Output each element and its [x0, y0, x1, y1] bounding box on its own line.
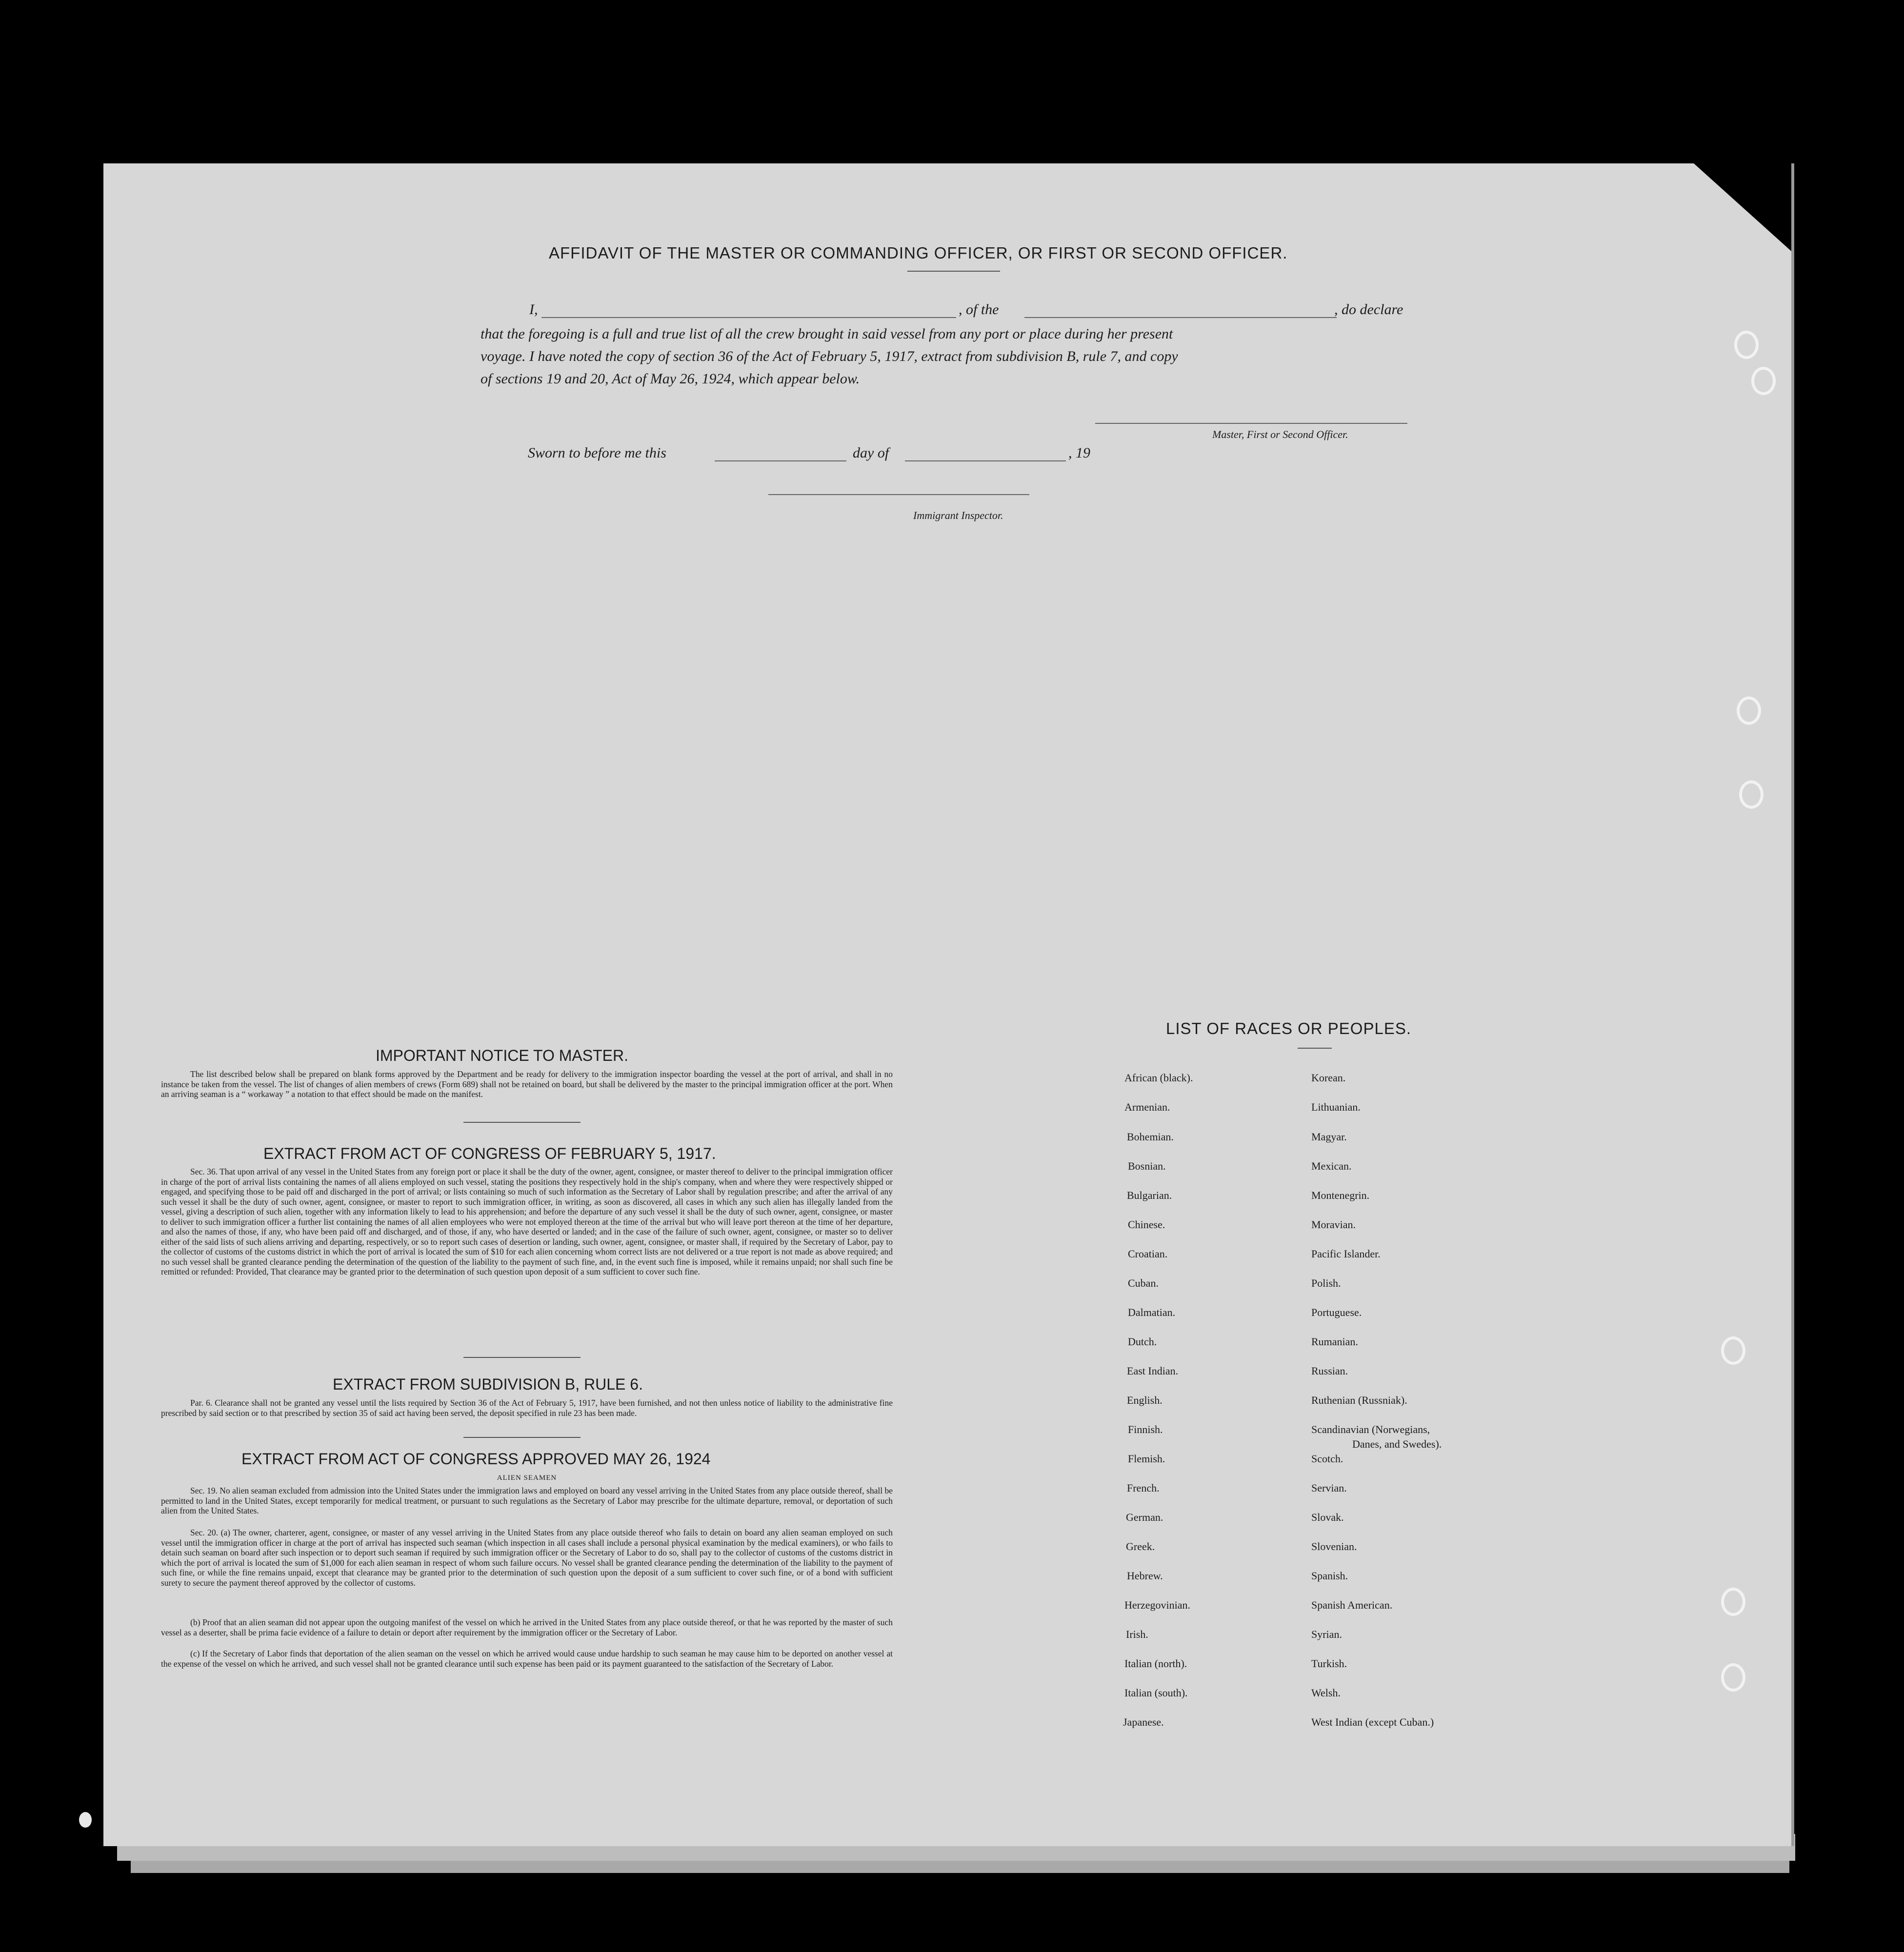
race-item: Rumanian.	[1311, 1335, 1358, 1348]
race-item: Italian (south).	[1124, 1687, 1188, 1699]
race-item: Dutch.	[1128, 1335, 1157, 1348]
race-item: Mexican.	[1311, 1160, 1352, 1172]
race-item: Korean.	[1311, 1072, 1346, 1084]
race-item: Scandinavian (Norwegians,	[1311, 1423, 1430, 1435]
race-item: Japanese.	[1123, 1716, 1164, 1728]
affidavit-title: AFFIDAVIT OF THE MASTER OR COMMANDING OFFICER, OR FIRST OR SECOND OFFICER.	[549, 244, 1288, 262]
sec20b-body: (b) Proof that an alien seaman did not appear upon the outgoing manifest of the vessel on which he arrived in the United States from any place outside thereof, or that he was reported by the master of such vessel as a deserter, shall be prima facie evidence of a failure to detain or deport after requirement by the immigration officer or the Secretary of Labor.	[161, 1617, 893, 1637]
rule6-body: Par. 6. Clearance shall not be granted any vessel until the lists required by Section 36 of the Act of February 5, 1917, have been furnished, and not then unless notice of liability to the administrative fine prescribed by said section or to that prescribed by section 35 of said act having been served, the deposit specified in rule 23 has been made.	[161, 1398, 893, 1418]
race-item: Cuban.	[1128, 1277, 1159, 1289]
race-item: Finnish.	[1128, 1423, 1163, 1435]
affidavit-line-1: that the foregoing is a full and true list of all the crew brought in said vessel from any port or place during her present	[481, 326, 1173, 342]
punch-dot	[79, 1812, 92, 1828]
race-item: Chinese.	[1128, 1218, 1165, 1231]
extract-1917-title: EXTRACT FROM ACT OF CONGRESS OF FEBRUARY 5, 1917.	[263, 1145, 716, 1162]
divider	[907, 271, 1000, 272]
sworn-label: Sworn to before me this	[528, 445, 666, 461]
master-caption: Master, First or Second Officer.	[1212, 428, 1348, 440]
name-blank	[541, 317, 956, 318]
race-item: French.	[1127, 1482, 1160, 1494]
race-item: Italian (north).	[1124, 1657, 1187, 1670]
race-item: Bosnian.	[1128, 1160, 1166, 1172]
race-item: Bohemian.	[1127, 1131, 1174, 1143]
inspector-signature-line	[768, 494, 1029, 495]
punch-hole	[1739, 780, 1764, 809]
race-item: Pacific Islander.	[1311, 1248, 1381, 1260]
race-item: Turkish.	[1311, 1657, 1347, 1670]
race-item: Croatian.	[1128, 1248, 1168, 1260]
punch-hole	[1751, 367, 1776, 395]
race-item: Syrian.	[1311, 1628, 1342, 1640]
punch-hole	[1721, 1588, 1745, 1616]
affidavit-line-3: of sections 19 and 20, Act of May 26, 1924, which appear below.	[481, 371, 860, 387]
race-item: Scotch.	[1311, 1453, 1343, 1465]
race-item: Lithuanian.	[1311, 1101, 1361, 1113]
race-item: Moravian.	[1311, 1218, 1356, 1231]
divider	[463, 1357, 581, 1358]
position-blank	[1024, 317, 1337, 318]
race-item: English.	[1127, 1394, 1162, 1406]
race-item: Spanish.	[1311, 1570, 1348, 1582]
race-item: Dalmatian.	[1128, 1306, 1176, 1318]
punch-hole	[1721, 1663, 1745, 1692]
folded-corner	[1694, 163, 1791, 251]
divider	[463, 1122, 581, 1123]
punch-hole	[1737, 697, 1761, 725]
day-of-label: day of	[853, 445, 889, 461]
race-item: Spanish American.	[1311, 1599, 1393, 1611]
race-item: Danes, and Swedes).	[1352, 1438, 1442, 1450]
race-item: Irish.	[1126, 1628, 1148, 1640]
race-item: Welsh.	[1311, 1687, 1341, 1699]
sec19-body: Sec. 19. No alien seaman excluded from admission into the United States under the immigration laws and employed on board any vessel arriving in the United States from any place outside thereof, shall be permitted to land in the United States, except temporarily for medical treatment, or pursuant to such regulations as the Secretary of Labor may prescribe for the ultimate departure, removal, or deportation of such alien from the United States.	[161, 1486, 893, 1515]
affidavit-do-declare: , do declare	[1334, 301, 1403, 318]
race-item: Servian.	[1311, 1482, 1347, 1494]
race-item: German.	[1126, 1511, 1163, 1523]
race-item: Russian.	[1311, 1365, 1348, 1377]
divider	[463, 1437, 581, 1438]
race-item: Greek.	[1126, 1540, 1155, 1553]
race-item: Magyar.	[1311, 1131, 1347, 1143]
divider	[1298, 1048, 1332, 1049]
race-item: Slovak.	[1311, 1511, 1344, 1523]
race-item: Ruthenian (Russniak).	[1311, 1394, 1407, 1406]
affidavit-i-label: I,	[529, 301, 538, 318]
day-blank	[715, 460, 846, 461]
race-item: Portuguese.	[1311, 1306, 1362, 1318]
race-item: East Indian.	[1127, 1365, 1179, 1377]
race-item: Herzegovinian.	[1124, 1599, 1190, 1611]
notice-body: The list described below shall be prepared on blank forms approved by the Department and be ready for delivery to the immigration inspector boarding the vessel at the port of arrival, and shall in no instance be taken from the vessel. The list of changes of alien members of crews (Form 689) shall not be retained on board, but shall be delivered by the master to the principal immigration officer at the port. When an arriving seaman is a “ workaway ” a notation to that effect should be made on the manifest.	[161, 1069, 893, 1099]
race-item: Hebrew.	[1127, 1570, 1163, 1582]
year-label: , 19	[1068, 445, 1090, 461]
sec20c-body: (c) If the Secretary of Labor finds that deportation of the alien seaman on the vessel on which he arrived would cause undue hardship to such seaman he may cause him to be deported on another vessel at the expense of the vessel on which he arrived, and such vessel shall not be granted clearance until such expense has been paid or its payment guaranteed to the satisfaction of the Secretary of Labor.	[161, 1649, 893, 1669]
extract-1924-subtitle: ALIEN SEAMEN	[497, 1474, 557, 1482]
extract-1924-title: EXTRACT FROM ACT OF CONGRESS APPROVED MAY 26, 1924	[241, 1450, 711, 1468]
document-page	[103, 163, 1794, 1846]
extract-1917-body: Sec. 36. That upon arrival of any vessel in the United States from any foreign port or place it shall be the duty of the owner, agent, consignee, or master thereof to deliver to the principal immigration officer in charge of the port of arrival lists containing the names of all aliens employed on such vessel, stating the positions they respectively hold in the ship's company, when and where they were respectively shipped or engaged, and specifying those to be paid off and discharged in the port of arrival; or lists containing so much of such information as the Secretary of Labor shall by regulation prescribe; and after the arrival of any such vessel it shall be the duty of such owner, agent, consignee, or master to report to such immigration officer, in writing, as soon as discovered, all cases in which any such alien has illegally landed from the vessel, giving a description of such alien, together with any information likely to lead to his apprehension; and before the departure of any such vessel it shall be the duty of such owner, agent, consignee, or master to deliver to such immigration officer a further list containing the names of all alien employees who were not employed thereon at the time of the arrival but who will leave port thereon at the time of her departure, and also the names of those, if any, who have been paid off and discharged, and of those, if any, who have deserted or landed; and in the case of the failure of such owner, agent, consignee, or master so to deliver either of the said lists of such aliens arriving and departing, respectively, or so to report such cases of desertion or landing, such owner, agent, consignee, or master shall, if required by the Secretary of Labor, pay to the collector of customs of the customs district in which the port of arrival is located the sum of $10 for each alien concerning whom correct lists are not delivered or a true report is not made as above required; and no such vessel shall be granted clearance pending the determination of the question of the liability to the payment of such fine, and, in the event such fine is imposed, while it remains unpaid; nor shall such fine be remitted or refunded: Provided, That clearance may be granted prior to the determination of such question upon deposit of a sum sufficient to cover such fine.	[161, 1167, 893, 1276]
month-blank	[905, 460, 1066, 461]
race-item: Polish.	[1311, 1277, 1341, 1289]
affidavit-of-the: , of the	[959, 301, 999, 318]
race-item: West Indian (except Cuban.)	[1311, 1716, 1434, 1728]
race-item: Slovenian.	[1311, 1540, 1357, 1553]
notice-title: IMPORTANT NOTICE TO MASTER.	[376, 1047, 628, 1064]
race-item: Bulgarian.	[1127, 1189, 1172, 1201]
rule6-title: EXTRACT FROM SUBDIVISION B, RULE 6.	[333, 1375, 643, 1393]
race-item: African (black).	[1124, 1072, 1193, 1084]
race-item: Montenegrin.	[1311, 1189, 1370, 1201]
sec20a-body: Sec. 20. (a) The owner, charterer, agent, consignee, or master of any vessel arriving in the United States from any place outside thereof who fails to detain on board any alien seaman employed on such vessel until the immigration officer in charge at the port of arrival has inspected such seaman (which inspection in all cases shall include a personal physical examination by the medical examiners), or who fails to detain such seaman on board after such inspection or to deport such seaman if required by such immigration officer or the Secretary of Labor to do so, shall pay to the collector of customs of the customs district in which the port of arrival is located the sum of $1,000 for each alien seaman in respect of whom such failure occurs. No vessel shall be granted clearance pending the determination of the liability to the payment of such fine, or while the fine remains unpaid, except that clearance may be granted prior to the determination of such question upon the deposit of a sum sufficient to cover such fine, or of a bond with sufficient surety to secure the payment thereof approved by the collector of customs.	[161, 1528, 893, 1588]
master-signature-line	[1095, 423, 1407, 424]
race-item: Flemish.	[1128, 1453, 1165, 1465]
races-title: LIST OF RACES OR PEOPLES.	[1166, 1019, 1412, 1037]
punch-hole	[1734, 331, 1759, 359]
inspector-caption: Immigrant Inspector.	[913, 509, 1003, 521]
punch-hole	[1721, 1336, 1745, 1365]
affidavit-line-2: voyage. I have noted the copy of section 36 of the Act of February 5, 1917, extract from subdivision B, rule 7, and copy	[481, 348, 1178, 364]
race-item: Armenian.	[1124, 1101, 1170, 1113]
